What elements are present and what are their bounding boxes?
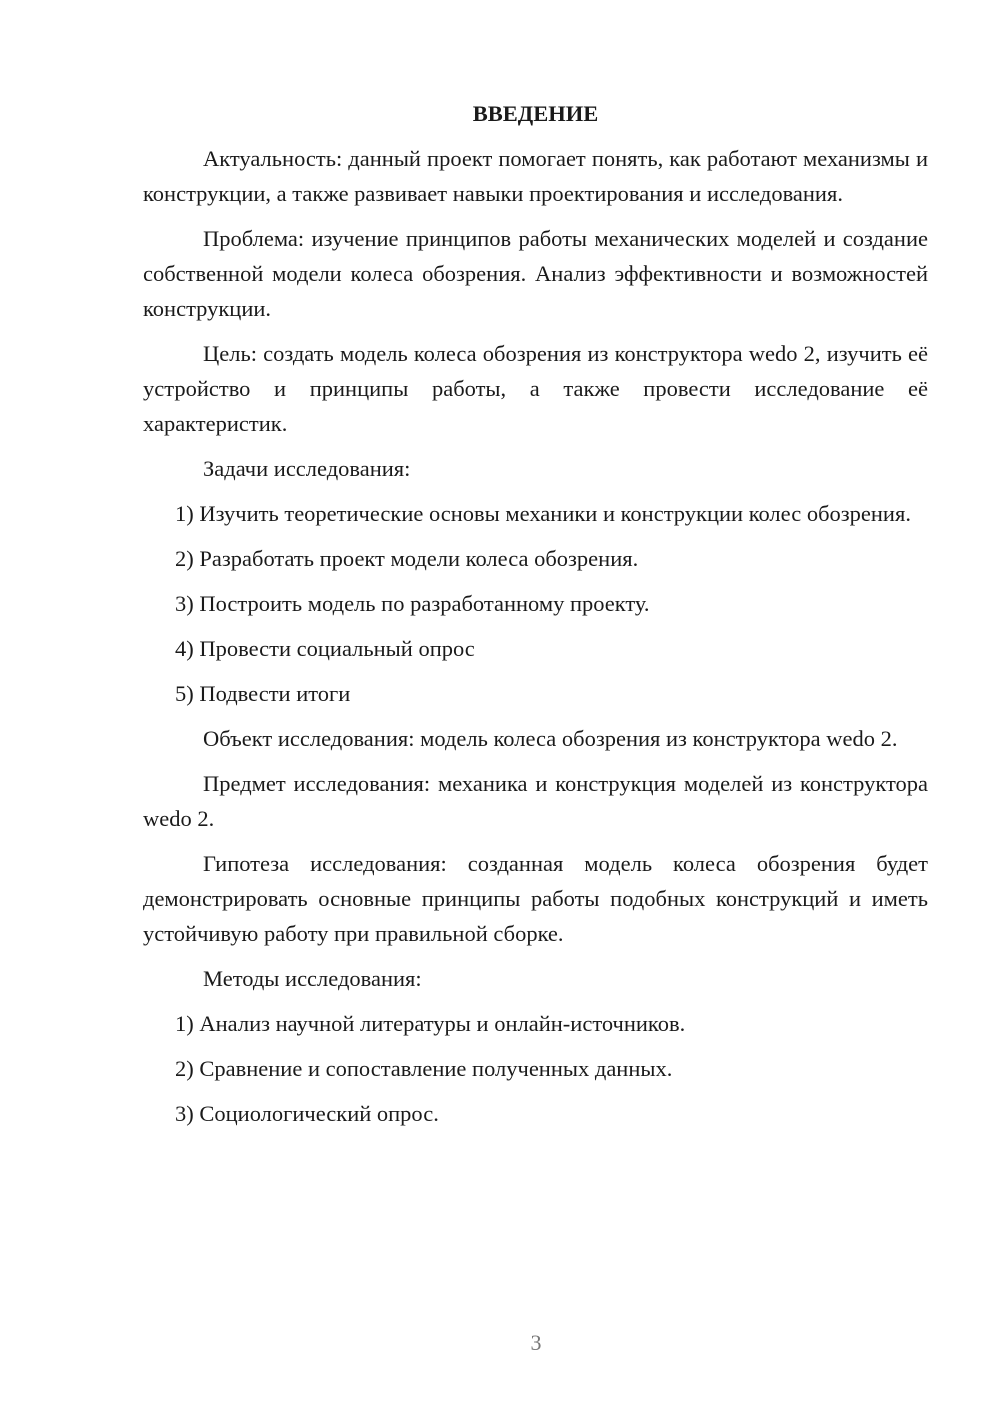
method-item: 1) Анализ научной литературы и онлайн-источников. bbox=[175, 1011, 686, 1036]
relevance-paragraph: Актуальность: данный проект помогает понять, как работают механизмы и конструкции, а также развивает навыки проектирования и исследования. bbox=[143, 146, 928, 206]
task-item: 5) Подвести итоги bbox=[175, 681, 351, 706]
page-content bbox=[143, 96, 928, 1141]
methods-heading: Методы исследования: bbox=[203, 966, 422, 991]
problem-paragraph: Проблема: изучение принципов работы механических моделей и создание собственной модели колеса обозрения. Анализ эффективности и возможностей конструкции. bbox=[143, 226, 928, 321]
method-item: 2) Сравнение и сопоставление полученных данных. bbox=[175, 1056, 673, 1081]
task-item: 1) Изучить теоретические основы механики и конструкции колес обозрения. bbox=[175, 501, 911, 526]
object-paragraph: Объект исследования: модель колеса обозрения из конструктора wedo 2. bbox=[203, 726, 898, 751]
task-item: 2) Разработать проект модели колеса обозрения. bbox=[175, 546, 639, 571]
hypothesis-paragraph: Гипотеза исследования: созданная модель колеса обозрения будет демонстрировать основные принципы работы подобных конструкций и иметь устойчивую работу при правильной сборке. bbox=[143, 851, 928, 946]
tasks-heading: Задачи исследования: bbox=[203, 456, 411, 481]
page-title: ВВЕДЕНИЕ bbox=[472, 101, 599, 126]
subject-paragraph: Предмет исследования: механика и конструкция моделей из конструктора wedo 2. bbox=[143, 771, 928, 831]
page-number: 3 bbox=[530, 1330, 542, 1355]
task-item: 3) Построить модель по разработанному проекту. bbox=[175, 591, 650, 616]
method-item: 3) Социологический опрос. bbox=[175, 1101, 439, 1126]
task-item: 4) Провести социальный опрос bbox=[175, 636, 475, 661]
goal-paragraph: Цель: создать модель колеса обозрения из конструктора wedo 2, изучить её устройство и принципы работы, а также провести исследование её характеристик. bbox=[143, 341, 928, 436]
